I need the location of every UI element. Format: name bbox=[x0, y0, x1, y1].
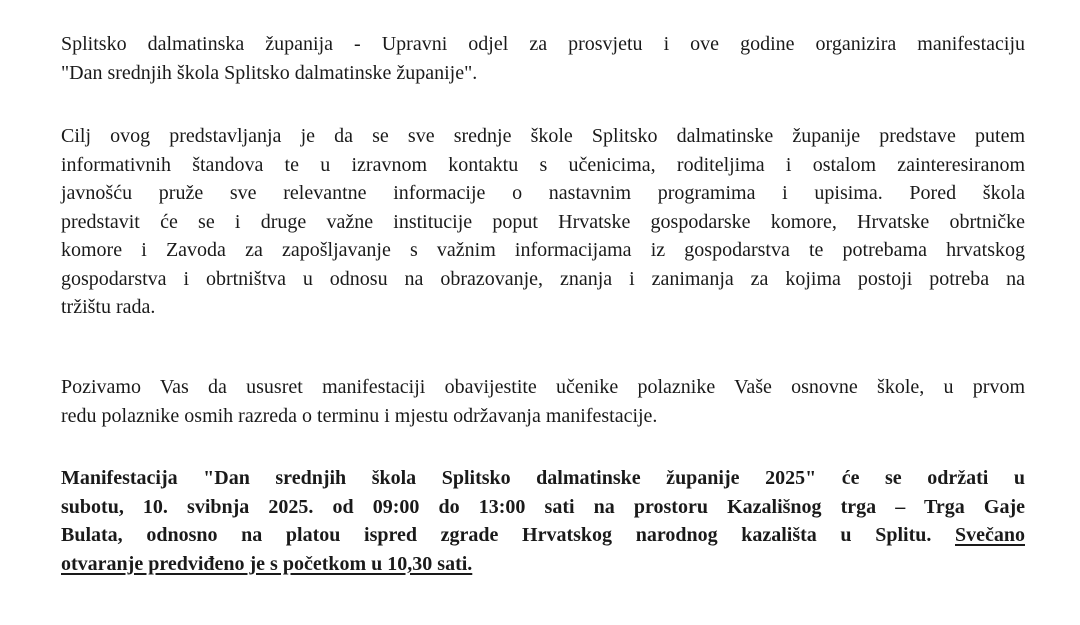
text-line: Cilj ovog predstavljanja je da se sve srednje škole Splitsko dalmatinske županije predstave putem bbox=[61, 125, 1025, 147]
event-details-paragraph bbox=[61, 464, 1025, 578]
intro-paragraph bbox=[61, 30, 1025, 87]
text-line: "Dan srednjih škola Splitsko dalmatinske županije". bbox=[61, 61, 478, 84]
text-line: tržištu rada. bbox=[61, 296, 156, 318]
text-line: subotu, 10. svibnja 2025. od 09:00 do 13:00 sati na prostoru Kazališnog trga – Trga Gaje bbox=[61, 495, 1025, 518]
text-line: predstavit će se i druge važne institucije poput Hrvatske gospodarske komore, Hrvatske obrtničke bbox=[61, 210, 1025, 233]
opening-ceremony-underlined-text: otvaranje predviđeno je s početkom u 10,30 sati. bbox=[61, 552, 473, 575]
text-line: Splitsko dalmatinska županija - Upravni odjel za prosvjetu i ove godine organizira manifestaciju bbox=[61, 33, 1025, 55]
text-line bbox=[61, 521, 1025, 550]
text-line: Manifestacija "Dan srednjih škola Splitsko dalmatinske županije 2025" će se održati u bbox=[61, 467, 1025, 489]
text-line: javnošću pruže sve relevantne informacije o nastavnim programima i upisima. Pored škola bbox=[61, 182, 1025, 204]
text-line: redu polaznike osmih razreda o terminu i mjestu održavanja manifestacije. bbox=[61, 404, 658, 427]
goal-paragraph bbox=[61, 122, 1025, 322]
text-line: Pozivamo Vas da ususret manifestaciji obavijestite učenike polaznike Vaše osnovne škole, u prvom bbox=[61, 376, 1025, 398]
text-line bbox=[61, 550, 1025, 579]
opening-ceremony-underlined-start: Svečano bbox=[955, 524, 1025, 546]
text-line: gospodarstva i obrtništva u odnosu na obrazovanje, znanja i zanimanja za kojima postoji potreba na bbox=[61, 267, 1025, 290]
invitation-paragraph bbox=[61, 373, 1025, 430]
text-line: informativnih štandova te u izravnom kontaktu s učenicima, roditeljima i ostalom zainteresiranom bbox=[61, 153, 1025, 176]
event-location-text: Bulata, odnosno na platou ispred zgrade Hrvatskog narodnog kazališta u Splitu. bbox=[61, 524, 955, 546]
text-line: komore i Zavoda za zapošljavanje s važnim informacijama iz gospodarstva te potrebama hrvatskog bbox=[61, 239, 1025, 261]
